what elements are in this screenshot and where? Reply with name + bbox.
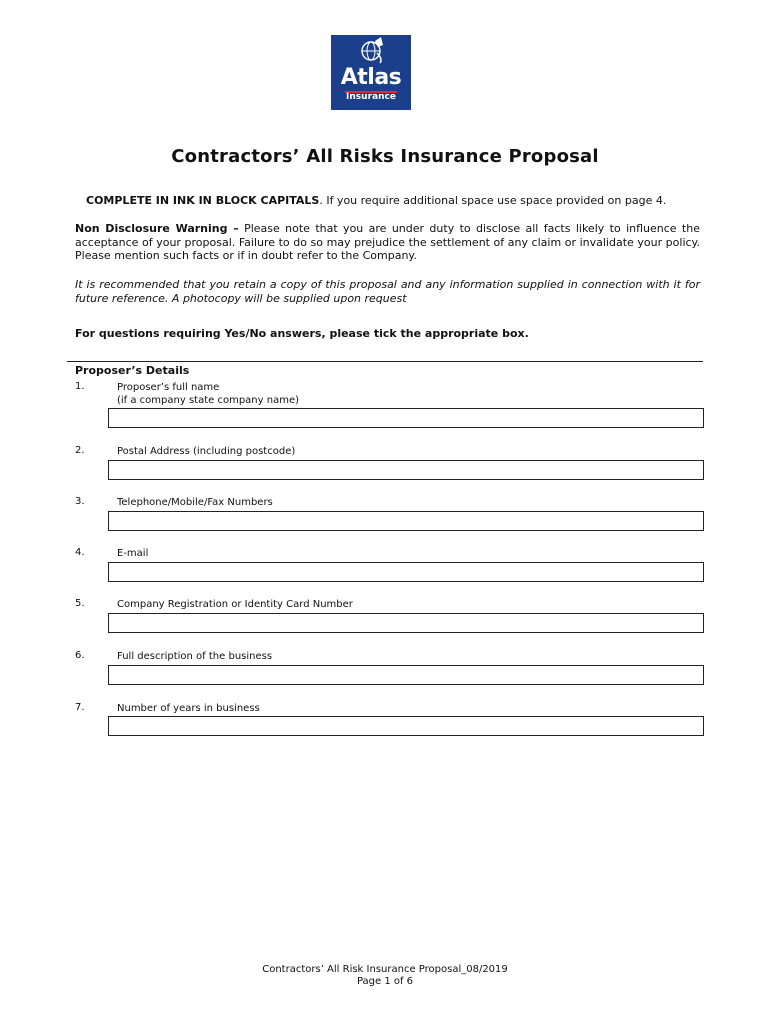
- years-in-business-field[interactable]: [108, 716, 704, 736]
- postal-address-field[interactable]: [108, 460, 704, 480]
- footer-page-number: Page 1 of 6: [356, 976, 414, 987]
- block-capitals-label: COMPLETE IN INK IN BLOCK CAPITALS: [86, 194, 320, 207]
- item-label: Company Registration or Identity Card Number: [117, 599, 353, 610]
- item-sublabel: (if a company state company name): [117, 395, 299, 406]
- item-number: 1.: [75, 381, 85, 392]
- footer-document-ref: Contractors’ All Risk Insurance Proposal_08/2019: [262, 964, 508, 975]
- logo-wordmark: Atlas: [340, 65, 402, 90]
- non-disclosure-warning: [75, 222, 700, 263]
- page-title: Contractors’ All Risks Insurance Proposal: [171, 146, 599, 167]
- item-number: 5.: [75, 598, 85, 609]
- section-title: Proposer’s Details: [75, 364, 190, 377]
- business-description-field[interactable]: [108, 665, 704, 685]
- warning-label: Non Disclosure Warning –: [75, 222, 239, 235]
- item-label: Telephone/Mobile/Fax Numbers: [117, 497, 273, 508]
- item-number: 2.: [75, 445, 85, 456]
- proposer-name-field[interactable]: [108, 408, 704, 428]
- item-number: 3.: [75, 496, 85, 507]
- item-label: Number of years in business: [117, 703, 260, 714]
- item-label: E-mail: [117, 548, 149, 559]
- item-label: Proposer’s full name: [117, 382, 220, 393]
- item-label: Full description of the business: [117, 651, 273, 662]
- item-number: 6.: [75, 650, 85, 661]
- block-capitals-text: . If you require additional space use space provided on page 4.: [319, 194, 667, 207]
- logo-subtitle: Insurance: [346, 92, 396, 102]
- section-divider: [67, 361, 703, 362]
- item-label: Postal Address (including postcode): [117, 446, 296, 457]
- retain-copy-note: It is recommended that you retain a copy of this proposal and any information supplied in connection with it for future reference. A photocopy will be supplied upon request: [75, 278, 700, 305]
- page-footer: [0, 964, 770, 988]
- email-field[interactable]: [108, 562, 704, 582]
- item-number: 4.: [75, 547, 85, 558]
- atlas-insurance-logo: [331, 35, 411, 110]
- yes-no-instruction: For questions requiring Yes/No answers, please tick the appropriate box.: [75, 327, 529, 340]
- phone-numbers-field[interactable]: [108, 511, 704, 531]
- registration-number-field[interactable]: [108, 613, 704, 633]
- item-number: 7.: [75, 702, 85, 713]
- block-capitals-instruction: [86, 194, 711, 208]
- warning-text: Please note that you are under duty to disclose all facts likely to influence the acceptance of your proposal. Failure to do so may prejudice the settlement of any claim or invalidate your policy. Please mention such facts or if in doubt refer to the Company.: [75, 222, 700, 262]
